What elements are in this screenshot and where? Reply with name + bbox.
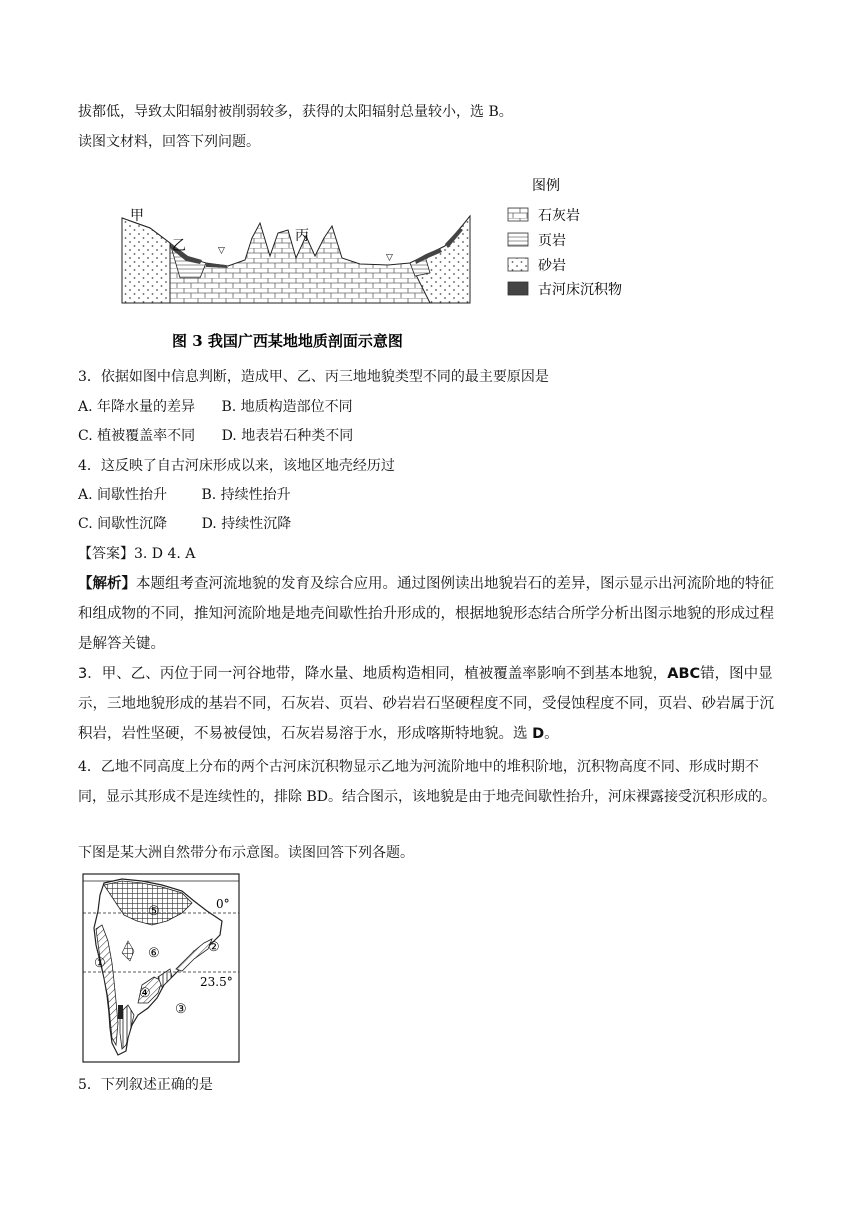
zone-marker-4: ④	[139, 986, 151, 1001]
answer-tag: 【答案】	[78, 546, 134, 562]
answer-line	[78, 545, 195, 563]
q4-option-a: A. 间歇性抬升	[78, 487, 168, 503]
analysis-tag: 【解析】	[78, 576, 136, 592]
text-line-1: 拔都低，导致太阳辐射被削弱较多，获得的太阳辐射总量较小，选 B。	[78, 104, 513, 120]
legend-label-riverbed: 古河床沉积物	[538, 282, 622, 298]
explain-3-abc: ABC	[667, 666, 701, 682]
q4-options-row2	[78, 515, 291, 533]
zone-marker-6: ⑥	[148, 946, 160, 961]
q3-option-c: C. 植被覆盖率不同	[78, 428, 196, 444]
q4-option-d: D. 持续性沉降	[201, 516, 292, 532]
legend-swatch-sandstone	[508, 258, 528, 271]
legend-swatch-limestone	[508, 208, 528, 221]
legend-label-sandstone: 砂岩	[538, 258, 566, 274]
explain-3-d: D	[532, 726, 545, 742]
q3-options-row1	[78, 398, 353, 416]
q4-option-c: C. 间歇性沉降	[78, 516, 168, 532]
q3-option-a: A. 年降水量的差异	[78, 399, 196, 415]
label-jia: 甲	[130, 208, 144, 224]
continent-natural-zones-map	[82, 873, 240, 1063]
zone-marker-2: ②	[208, 940, 220, 955]
zone-marker-1: ①	[94, 956, 106, 971]
legend-label-shale: 页岩	[538, 233, 566, 249]
q4-option-b: B. 持续性抬升	[201, 487, 291, 503]
label-yi: 乙	[172, 238, 186, 254]
zone-marker-5: ⑤	[148, 904, 160, 919]
answer-text: 3. D 4. A	[134, 546, 196, 562]
geologic-profile-figure	[110, 168, 690, 358]
analysis-paragraph	[78, 569, 780, 659]
legend	[508, 178, 622, 298]
explain-3-end: 。	[544, 726, 559, 742]
q4-stem: 4．这反映了自古河床形成以来，该地区地壳经历过	[78, 458, 395, 474]
latitude-23-5: 23.5°	[200, 975, 233, 989]
q5-stem: 5．下列叙述正确的是	[78, 1077, 213, 1093]
q4-options-row1	[78, 486, 291, 504]
q3-option-b: B. 地质构造部位不同	[221, 399, 353, 415]
figure-caption: 图 3 我国广西某地地质剖面示意图	[172, 332, 403, 350]
q5-intro: 下图是某大洲自然带分布示意图。读图回答下列各题。	[78, 845, 414, 861]
legend-swatch-riverbed	[508, 282, 528, 295]
explain-3-part2: 错，图中显示，三地地貌形成的基岩不同，石灰岩、页岩、砂岩岩石坚硬程度不同，受侵蚀程度不同，页岩、砂岩属于沉积岩，岩性坚硬，不易被侵蚀，石灰岩易溶于水，形成喀斯特地貌。选	[78, 666, 774, 742]
svg-text:▽: ▽	[218, 246, 225, 256]
explain-3-part1: 3．甲、乙、丙位于同一河谷地带，降水量、地质构造相同，植被覆盖率影响不到基本地貌，	[78, 666, 668, 682]
legend-swatch-shale	[508, 233, 528, 246]
svg-text:▽: ▽	[386, 253, 393, 263]
legend-title: 图例	[532, 178, 560, 194]
q3-stem: 3．依据如图中信息判断，造成甲、乙、丙三地地貌类型不同的最主要原因是	[78, 369, 549, 385]
legend-label-limestone: 石灰岩	[538, 208, 580, 224]
explain-4-paragraph: 4．乙地不同高度上分布的两个古河床沉积物显示乙地为河流阶地中的堆积阶地，沉积物高度不同、形成时期不同，显示其形成不是连续性的，排除 BD。结合图示，该地貌是由于地壳间歇性抬升，河床裸露接受沉积形成的。	[78, 759, 776, 805]
analysis-text: 本题组考查河流地貌的发育及综合应用。通过图例读出地貌岩石的差异，图示显示出河流阶地的特征和组成物的不同，推知河流阶地是地壳间歇性抬升形成的，根据地貌形态结合所学分析出图示地貌的形成过程是解答关键。	[78, 576, 774, 652]
text-line-2: 读图文材料，回答下列问题。	[78, 134, 260, 150]
latitude-0: 0°	[216, 897, 230, 911]
label-bing: 丙	[295, 228, 309, 244]
q3-option-d: D. 地表岩石种类不同	[221, 428, 354, 444]
explain-3-paragraph	[78, 659, 780, 749]
zone-marker-3: ③	[175, 1002, 187, 1017]
q3-options-row2	[78, 427, 353, 445]
